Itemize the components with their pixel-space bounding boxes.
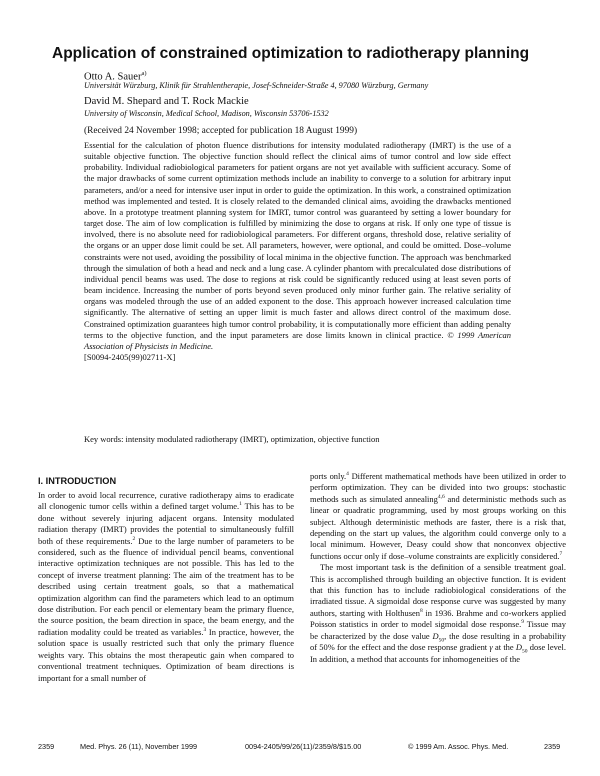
abstract-text: Essential for the calculation of photon fluence distributions for intensity modulated radiotherapy (IMRT) is the use of a suitable objective function. The objective function should reflect the clinical aims of tumor control and low side effect probability. Individual radiobiological parameters for patient organs are not yet available with sufficient accuracy. Some of the major drawbacks of some current optimization methods include an inability to converge to a solution for arbitrary input parameters, and/or a need for intensive user input in order to guide the optimization. In this work, a constrained optimization method was implemented and tested. It is closely related to the demanded clinical aims, avoiding the drawbacks mentioned above. In a prototype treatment planning system for IMRT, tumor control was guaranteed by setting a lower boundary for target dose. The aim of low complication is fulfilled by minimizing the dose to organs at risk. If only one type of tissue is involved, there is no absolute need for radiobiological parameters. For different organs, threshold dose, relative seriality of the organs or an upper dose limit could be set. All parameters, however, were optional, and could be omitted. Dose–volume constraints were not used, avoiding the possibility of local minima in the objective function. The approach was benchmarked through the simulation of both a head and neck and a lung case. A cylinder phantom with precalculated dose distributions of individual pencil beams was used. The dose to regions at risk could be significantly reduced using at least seven ports of beam incidence. Increasing the number of ports beyond seven produced only minor further gain. The relative seriality of organs was modeled through the use of an added exponent to the dose. This approach however increased calculation time significantly. The alternative of setting an upper limit is much faster and allows direct control of the maximum dose. Constrained optimization guarantees high tumor control probability, it is computationally more efficient than adding penalty terms to the objective function, and the input parameters are dose limits known in clinical practice.: [84, 140, 511, 340]
reference-mark[interactable]: 8: [419, 608, 423, 615]
text-run: , the dose resulting in a probability of 50% for the effect and the dose response gradient: [310, 630, 566, 653]
footer-page-number-right: 2359: [544, 742, 561, 751]
article-title: Application of constrained optimization to radiotherapy planning: [52, 45, 530, 62]
reference-mark[interactable]: 4,6: [437, 494, 445, 500]
section-heading: I. INTRODUCTION: [38, 476, 117, 486]
reference-mark[interactable]: 3: [203, 627, 207, 634]
math-symbol: γ: [489, 642, 493, 653]
reference-mark[interactable]: 9: [521, 619, 525, 626]
authors-2: David M. Shepard and T. Rock Mackie: [84, 96, 249, 107]
text-run: In order to avoid local recurrence, curative radiotherapy aims to eradicate all clonogenic tumor cells within a defined target volume.: [38, 490, 294, 512]
footer-page-number-left: 2359: [38, 742, 55, 751]
body-column-right: [310, 471, 566, 665]
math-symbol: D: [432, 630, 439, 641]
body-column-left: [38, 490, 294, 684]
reference-mark[interactable]: 2: [132, 535, 136, 542]
text-run: Different mathematical methods have been utilized in order to perform optimization. They can be divided into two groups: stochastic methods such as simulated annealing: [310, 471, 566, 504]
abstract-copyright: © 1999 American Association of Physicists in Medicine.: [84, 329, 511, 351]
reference-mark[interactable]: 7: [559, 551, 563, 558]
author-1-footnote-mark: a): [141, 70, 147, 77]
affiliation-2: University of Wisconsin, Medical School, Madison, Wisconsin 53706-1532: [84, 109, 329, 118]
affiliation-1: Universität Würzburg, Klinik für Strahlentherapie, Josef-Schneider-Straße 4, 97080 Würzburg, Germany: [84, 81, 429, 90]
paragraph: [310, 471, 566, 562]
paragraph: [38, 490, 294, 684]
text-run: This has to be done without severely injuring adjacent organs. Intensity modulated radiation therapy (IMRT) provides the potential to simultaneously fulfill both of these requirements.: [38, 501, 295, 546]
footer-publisher: © 1999 Am. Assoc. Phys. Med.: [408, 742, 509, 751]
reference-mark[interactable]: 4: [346, 471, 349, 478]
author-1-name: Otto A. Sauer: [84, 71, 142, 83]
keywords: Key words: intensity modulated radiotherapy (IMRT), optimization, objective function: [84, 434, 380, 444]
math-subscript: 50: [522, 648, 528, 655]
text-run: in 1936. Brahme and co-workers applied Poisson statistics in order to model sigmoidal dose response.: [310, 607, 566, 630]
text-run: In practice, however, the solution space is usually restricted such that only the primary fluence weights vary. This obtains the most therapeutic gain when compared to conventional treatment techniques. Optimization of beam directions is important for a small number of: [38, 626, 294, 683]
page-footer: [0, 741, 600, 753]
text-run: dose level. In addition, a method that accounts for inhomogeneities of the: [310, 642, 567, 664]
math-subscript: 50: [438, 637, 445, 644]
text-run: The most important task is the definition of a sensible treatment goal. This is accomplished through building an objective function. It is evident that this function has to include radiobiological considerations of the irradiated tissue. A sigmoidal dose response curve was suggested by many authors, starting with Holthusen: [310, 562, 566, 618]
footer-journal: Med. Phys. 26 (11), November 1999: [80, 742, 198, 751]
received-dates: (Received 24 November 1998; accepted for publication 18 August 1999): [84, 126, 358, 136]
abstract: [84, 140, 511, 363]
text-run: at the: [492, 642, 516, 653]
reference-mark[interactable]: 1: [239, 501, 242, 508]
text-run: and deterministic methods such as linear or quadratic programming, used by most groups working on this subject. Although deterministic methods are faster, there is a risk that, depending on the start up values, the algorithm could converge only to a local minimum. However, Deasy could show that nonconvex objective functions occur only if dose–volume constraints are explicitly considered.: [310, 493, 566, 561]
footer-code: 0094-2405/99/26(11)/2359/8/$15.00: [245, 742, 362, 751]
text-run: ports only.: [310, 471, 347, 481]
math-symbol: D: [515, 642, 523, 653]
text-run: Due to the large number of parameters to be considered, such as the fluence of individual pencil beams, conventional interactive optimization techniques are not possible. This has led to the concept of inverse treatment planning: The aim of the treatment has to be described using certain treatment goals, so that a mathematical optimization algorithm can find the parameters which lead to an optimum dose distribution. For each pencil or elementary beam the primary fluence, the source position, the beam direction in space, the beam energy, and the radiation modality could be treated as variables.: [38, 535, 294, 637]
abstract-doi: [S0094-2405(99)02711-X]: [84, 351, 176, 362]
paragraph: [310, 562, 566, 665]
text-run: Tissue may be characterized by the dose value: [310, 619, 567, 641]
